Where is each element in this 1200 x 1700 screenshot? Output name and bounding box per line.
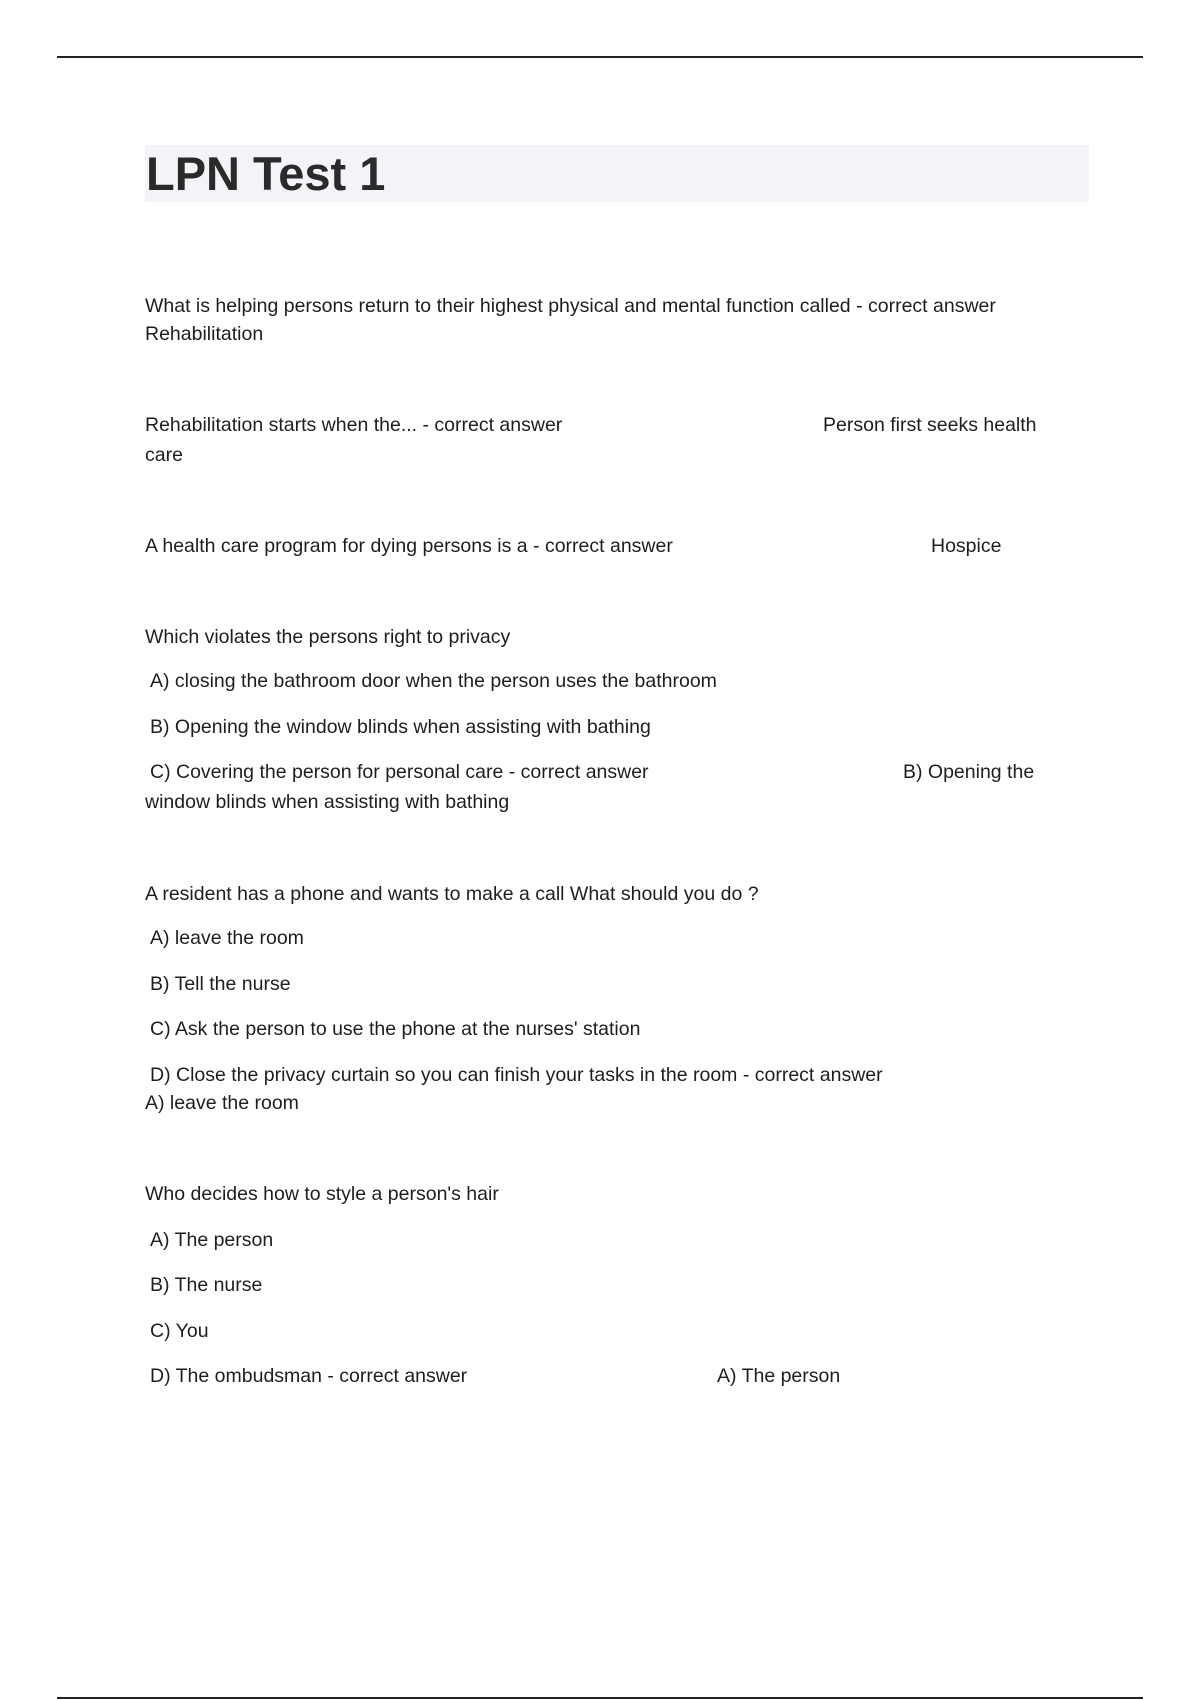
page-title: LPN Test 1 [146,147,386,200]
question-6-text: Who decides how to style a person's hair [145,1183,499,1205]
question-1 [145,292,996,320]
question-6-option-d [150,1362,467,1390]
question-2-marker: - correct answer [422,414,563,436]
question-3-answer: Hospice [931,535,1002,557]
question-1-answer: Rehabilitation [145,323,264,345]
bottom-rule [57,1697,1143,1699]
question-2-answer-part1: Person first seeks health [823,414,1037,436]
question-4-answer-part1: B) Opening the [903,761,1035,783]
question-4-marker: - correct answer [508,761,649,783]
question-1-text: What is helping persons return to their highest physical and mental function called [145,295,851,317]
question-2 [145,411,562,439]
question-5-text: A resident has a phone and wants to make a call What should you do ? [145,883,759,905]
question-3 [145,532,673,560]
question-4-option-c-text: C) Covering the person for personal care [150,761,504,783]
question-4-text: Which violates the persons right to privacy [145,626,511,648]
question-6-marker: - correct answer [327,1365,468,1387]
question-3-marker: - correct answer [533,535,673,557]
question-4-option-a: A) closing the bathroom door when the person uses the bathroom [150,670,717,692]
question-4-answer-part2: window blinds when assisting with bathing [145,791,510,813]
question-2-text: Rehabilitation starts when the... [145,414,418,436]
question-5-option-b: B) Tell the nurse [150,973,291,995]
question-5-option-d-text: D) Close the privacy curtain so you can finish your tasks in the room [150,1064,738,1086]
question-6-option-c: C) You [150,1320,209,1342]
question-4-option-b: B) Opening the window blinds when assisting with bathing [150,716,651,738]
top-rule [57,56,1143,58]
question-6-option-b: B) The nurse [150,1274,263,1296]
question-6-answer: A) The person [717,1365,841,1387]
question-6-option-d-text: D) The ombudsman [150,1365,322,1387]
question-5-option-a: A) leave the room [150,927,304,949]
question-5-option-c: C) Ask the person to use the phone at the nurses' station [150,1018,641,1040]
question-6-option-a: A) The person [150,1229,274,1251]
question-5-answer: A) leave the room [145,1092,299,1114]
question-2-answer-part2: care [145,444,183,466]
question-5-marker: - correct answer [742,1064,883,1086]
question-5-option-d [150,1061,883,1089]
question-4-option-c [150,758,649,786]
question-3-text: A health care program for dying persons is a [145,535,528,557]
question-1-marker: - correct answer [856,295,996,317]
